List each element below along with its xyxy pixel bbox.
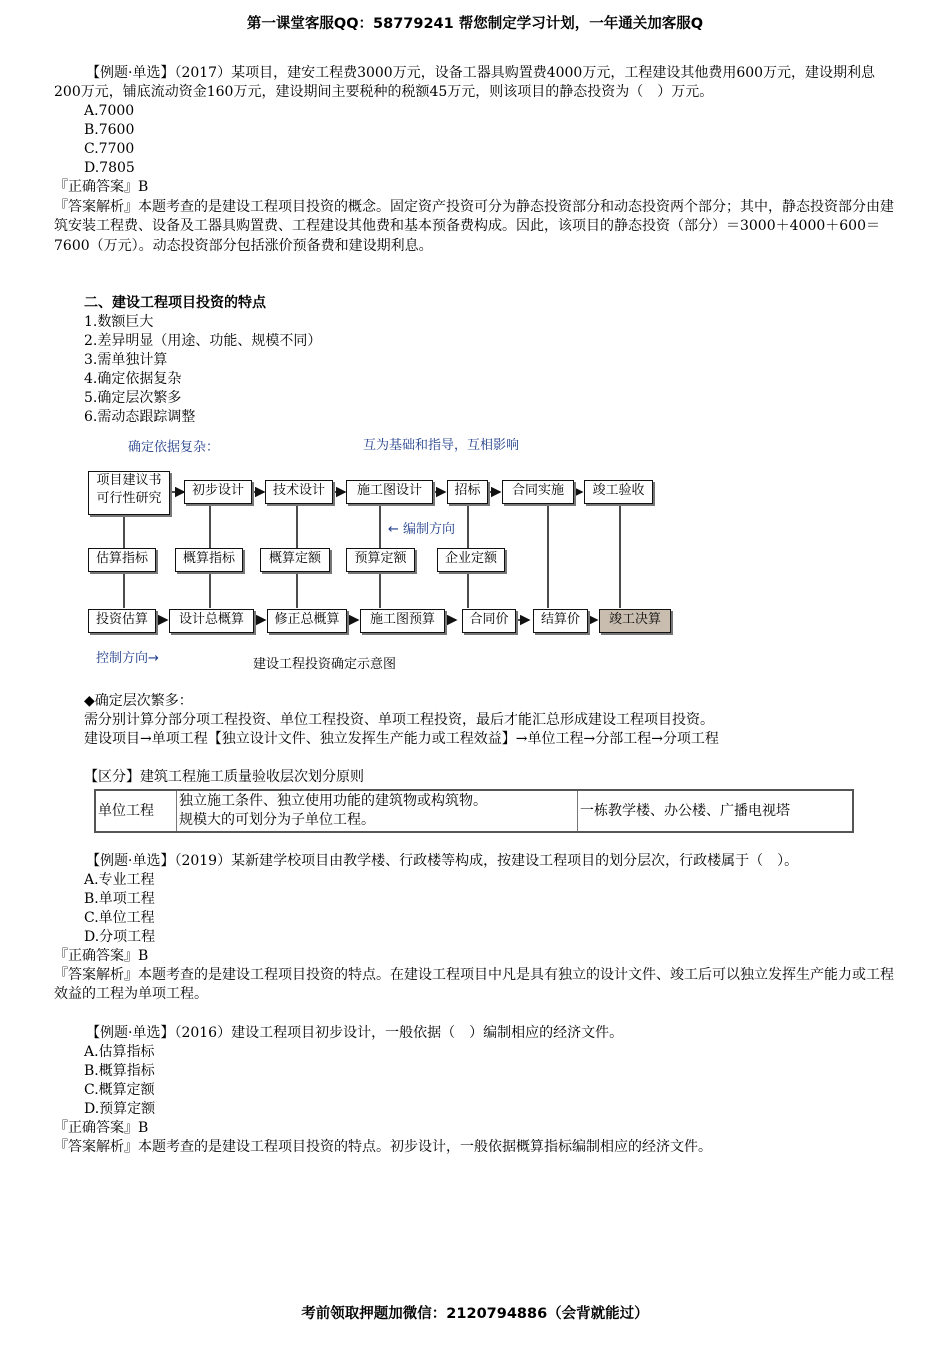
desc-line-2: 规模大的可划分为子单位工程。 (179, 812, 375, 828)
table-cell-example: 一栋教学楼、办公楼、广播电视塔 (578, 790, 854, 832)
q2-answer: 『正确答案』B (54, 948, 149, 964)
basis-label: 确定依据复杂： (128, 440, 220, 455)
q1-analysis: 『答案解析』本题考查的是建设工程项目投资的概念。固定资产投资可分为静态投资部分和动态投资两个部分；其中，静态投资部分由建筑安装工程费、设备及工器具购置费、工程建设其他费和基本预备费构成。因此，该项目的静态投资（部分）＝3000＋4000＋600＝7600（万元）。动态投资部分包括涨价预备费和建设期利息。 (54, 199, 894, 254)
q3-option-a: A.估算指标 (84, 1044, 155, 1060)
investment-design-budget: 设计总概算 (169, 609, 254, 633)
feature-item: 5.确定层次繁多 (84, 390, 182, 406)
stage-completion-acceptance: 竣工验收 (584, 480, 653, 504)
basis-enterprise-quota: 企业定额 (437, 548, 505, 572)
table-cell-label: 单位工程 (95, 790, 177, 832)
stage-preliminary-design: 初步设计 (184, 480, 252, 504)
basis-budget-index: 概算指标 (175, 548, 243, 572)
investment-estimate: 投资估算 (88, 609, 156, 633)
feature-item: 4.确定依据复杂 (84, 371, 182, 387)
q2-analysis: 『答案解析』本题考查的是建设工程项目投资的特点。在建设工程项目中凡是具有独立的设计文件、竣工后可以独立发挥生产能力或工程效益的工程为单项工程。 (54, 967, 894, 1003)
investment-final-accounts: 竣工决算 (599, 609, 671, 633)
feature-item: 1.数额巨大 (84, 314, 154, 330)
stage-proposal: 项目建议书 (96, 473, 162, 488)
q2-option-a: A.专业工程 (84, 872, 155, 888)
q3-answer: 『正确答案』B (54, 1120, 149, 1136)
mutual-label: 互为基础和指导，互相影响 (363, 438, 520, 453)
q3-option-c: C.概算定额 (84, 1082, 155, 1098)
levels-line1: 需分别计算分部分项工程投资、单位工程投资、单项工程投资，最后才能汇总形成建设工程项目投资。 (84, 712, 714, 728)
q2-option-b: B.单项工程 (84, 891, 155, 907)
table-row (95, 790, 853, 832)
stage-proposal-feasibility (88, 471, 170, 515)
levels-line2: 建设项目→单项工程【独立设计文件、独立发挥生产能力或工程效益】→单位工程→分部工程→分项工程 (84, 731, 719, 747)
distinction-title: 【区分】建筑工程施工质量验收层次划分原则 (84, 769, 364, 785)
levels-title: ◆确定层次繁多： (84, 693, 193, 709)
distinction-table (94, 789, 854, 833)
desc-line-1: 独立施工条件、独立使用功能的建筑物或构筑物。 (179, 793, 487, 809)
feature-item: 6.需动态跟踪调整 (84, 409, 196, 425)
investment-drawing-budget: 施工图预算 (360, 609, 445, 633)
q3-option-d: D.预算定额 (84, 1101, 156, 1117)
stage-contract-execution: 合同实施 (502, 480, 574, 504)
stage-feasibility: 可行性研究 (96, 491, 162, 506)
table-cell-desc (177, 790, 578, 832)
investment-contract-price: 合同价 (462, 609, 516, 633)
q2-stem: 【例题·单选】（2019）某新建学校项目由教学楼、行政楼等构成，按建设工程项目的划分层次，行政楼属于（ ）。 (86, 853, 799, 869)
page-header: 第一课堂客服QQ：58779241 帮您制定学习计划，一年通关加客服Q (246, 16, 704, 32)
q1-option-b: B.7600 (84, 122, 135, 138)
control-direction-label: 控制方向→ (96, 651, 159, 666)
q1-option-a: A.7000 (84, 103, 135, 119)
q2-option-c: C.单位工程 (84, 910, 155, 926)
feature-item: 3.需单独计算 (84, 352, 168, 368)
investment-diagram (80, 430, 700, 675)
q2-option-d: D.分项工程 (84, 929, 156, 945)
section-title: 二、建设工程项目投资的特点 (84, 295, 266, 311)
basis-preliminary-quota: 预算定额 (346, 548, 415, 572)
q3-option-b: B.概算指标 (84, 1063, 155, 1079)
feature-item: 2.差异明显（用途、功能、规模不同） (84, 333, 322, 349)
compile-direction-label: ← 编制方向 (388, 522, 456, 537)
basis-budget-quota: 概算定额 (260, 548, 330, 572)
diagram-caption: 建设工程投资确定示意图 (253, 657, 397, 672)
page-footer: 考前领取押题加微信：2120794886（会背就能过） (301, 1306, 649, 1322)
q1-option-c: C.7700 (84, 141, 135, 157)
basis-estimate-index: 估算指标 (88, 548, 156, 572)
investment-revised-budget: 修正总概算 (267, 609, 347, 633)
q1-option-d: D.7805 (84, 160, 135, 176)
q3-stem: 【例题·单选】（2016）建设工程项目初步设计，一般依据（ ）编制相应的经济文件。 (86, 1025, 624, 1041)
q1-stem: 【例题·单选】（2017）某项目，建安工程费3000万元，设备工器具购置费4000万元，工程建设其他费用600万元，建设期利息200万元，铺底流动资金160万元，建设期间主要税种的税额45万元，则该项目的静态投资为（ ）万元。 (54, 65, 876, 101)
stage-technical-design: 技术设计 (265, 480, 333, 504)
q1-answer: 『正确答案』B (54, 179, 149, 195)
q3-analysis: 『答案解析』本题考查的是建设工程项目投资的特点。初步设计，一般依据概算指标编制相应的经济文件。 (54, 1139, 712, 1155)
investment-settlement-price: 结算价 (533, 609, 588, 633)
stage-bidding: 招标 (447, 480, 488, 504)
stage-construction-drawing: 施工图设计 (346, 480, 433, 504)
